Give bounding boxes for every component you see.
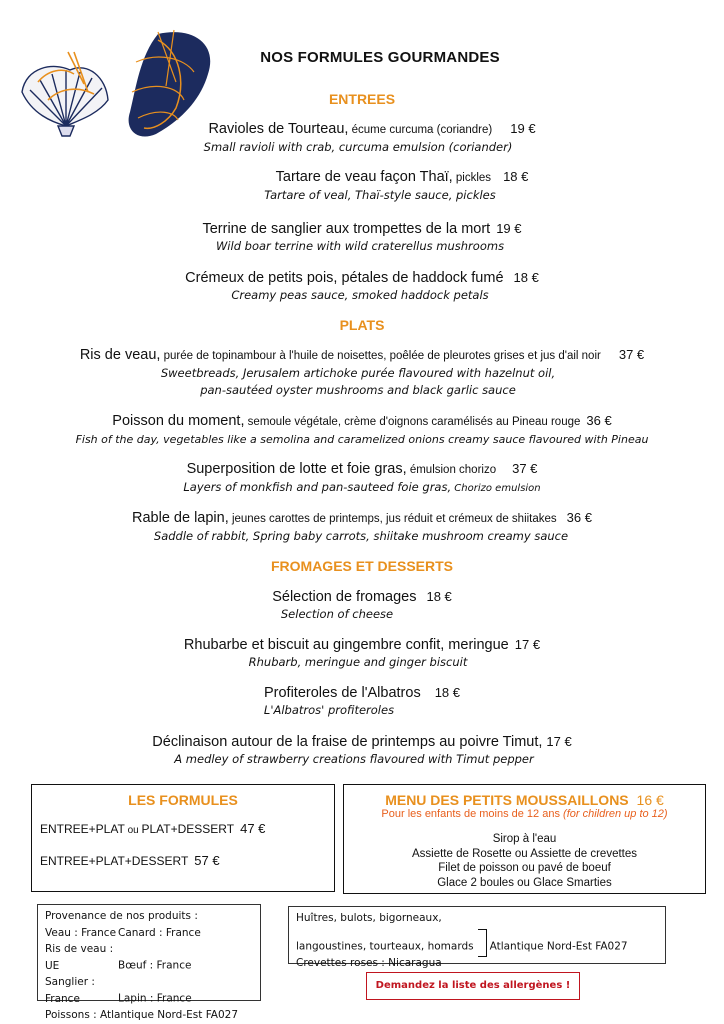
- menu-item: [0, 636, 724, 671]
- kids-menu-line: Glace 2 boules ou Glace Smarties: [437, 876, 612, 889]
- item-name: Poisson du moment,: [112, 413, 245, 429]
- item-name: Ravioles de Tourteau,: [208, 121, 349, 137]
- formule-a: ENTREE+PLAT: [40, 822, 125, 836]
- item-english: L'Albatros' profiteroles: [263, 703, 395, 717]
- item-detail: émulsion chorizo: [406, 464, 497, 476]
- item-price: 18 €: [434, 685, 461, 700]
- seafood-line: [296, 927, 665, 955]
- menu-item: [10, 120, 724, 156]
- formule-price: 47 €: [240, 821, 266, 836]
- item-english: Tartare of veal, Thaï-style sauce, pickles: [264, 188, 496, 202]
- formule-full: ENTREE+PLAT+DESSERT: [40, 854, 189, 868]
- seafood-origin-box: [288, 906, 666, 969]
- formule-option: [40, 853, 220, 868]
- provenance-item: Ris de veau : UE: [45, 943, 114, 972]
- item-name: Rable de lapin,: [132, 510, 229, 526]
- item-price: 17 €: [546, 734, 572, 749]
- provenance-row: [45, 925, 260, 942]
- item-detail: écume curcuma (coriandre): [348, 124, 493, 136]
- menu-item: [0, 412, 724, 448]
- item-price: 17 €: [514, 637, 541, 652]
- provenance-item: Veau : France: [45, 926, 117, 939]
- kids-menu-subtitle: [344, 808, 705, 820]
- item-english: Rhubarb, meringue and ginger biscuit: [248, 655, 468, 669]
- item-english: Layers of monkfish and pan-sauteed foie gras,: [183, 480, 452, 494]
- item-name: Superposition de lotte et foie gras,: [186, 461, 407, 477]
- item-english: Saddle of rabbit, Spring baby carrots, shiitake mushroom creamy sauce: [153, 529, 569, 543]
- item-english: Creamy peas sauce, smoked haddock petals: [231, 288, 489, 302]
- item-name: Profiteroles de l'Albatros: [263, 685, 421, 701]
- provenance-row: [45, 1007, 260, 1024]
- item-price: 18 €: [426, 589, 452, 604]
- provenance-row: [45, 974, 260, 1007]
- item-english: Wild boar terrine with wild craterellus mushrooms: [215, 239, 505, 253]
- seafood-origin: Atlantique Nord-Est FA027: [489, 940, 628, 952]
- section-entrees: ENTREES: [328, 91, 396, 107]
- kids-menu-title: [344, 792, 705, 808]
- provenance-row: [45, 941, 260, 974]
- menu-item: [0, 588, 724, 623]
- kids-menu-name: MENU DES PETITS MOUSSAILLONS: [385, 792, 629, 808]
- formules-title: LES FORMULES: [128, 792, 238, 808]
- item-english: A medley of strawberry creations flavoured with Timut pepper: [174, 752, 534, 766]
- item-english: pan-sautéed oyster mushrooms and black garlic sauce: [200, 383, 516, 397]
- bracket-icon: [478, 929, 487, 957]
- section-desserts: FROMAGES ET DESSERTS: [270, 558, 454, 574]
- item-english: Small ravioli with crab, curcuma emulsion (coriander): [203, 140, 513, 154]
- menu-item: [0, 509, 724, 545]
- item-name: Déclinaison autour de la fraise de printemps au poivre Timut,: [152, 734, 543, 750]
- item-price: 18 €: [513, 270, 539, 285]
- kids-menu-price: 16 €: [636, 792, 664, 808]
- seafood-line: Huîtres, bulots, bigorneaux,: [296, 912, 442, 924]
- kids-menu-line: Filet de poisson ou pavé de boeuf: [438, 862, 611, 874]
- menu-item: [40, 168, 724, 204]
- item-price: 36 €: [586, 413, 612, 428]
- page-title: NOS FORMULES GOURMANDES: [260, 49, 500, 66]
- item-name: Rhubarbe et biscuit au gingembre confit, meringue: [183, 637, 509, 653]
- provenance-item: Sanglier : France: [45, 976, 95, 1005]
- formule-or: ou: [124, 825, 142, 836]
- menu-item: [0, 220, 724, 255]
- item-name: Crémeux de petits pois, pétales de haddock fumé: [185, 270, 504, 286]
- item-english: Sweetbreads, Jerusalem artichoke purée flavoured with hazelnut oil,: [160, 366, 556, 380]
- menu-item: [0, 269, 724, 304]
- menu-item: [0, 733, 724, 768]
- provenance-heading: Provenance de nos produits :: [45, 910, 198, 922]
- item-name: Tartare de veau façon Thaï,: [275, 169, 453, 185]
- item-price: 37 €: [512, 461, 538, 476]
- formule-b: PLAT+DESSERT: [141, 822, 235, 836]
- menu-item: [0, 346, 724, 399]
- item-price: 36 €: [566, 510, 592, 525]
- item-price: 37 €: [618, 347, 645, 362]
- formules-box: [31, 784, 335, 892]
- item-price: 18 €: [503, 169, 529, 184]
- seafood-names: langoustines, tourteaux, homards: [296, 940, 474, 952]
- provenance-item: Poissons : Atlantique Nord-Est FA027: [45, 1009, 238, 1021]
- kids-menu-line: Sirop à l'eau: [492, 833, 557, 845]
- item-detail: purée de topinambour à l'huile de noisettes, poêlée de pleurotes grises et jus d'ail noir: [160, 350, 601, 362]
- item-detail: pickles: [452, 172, 492, 184]
- menu-item: [0, 684, 724, 719]
- item-detail: jeunes carottes de printemps, jus réduit et crémeux de shiitakes: [228, 513, 557, 525]
- kids-subtitle-fr: Pour les enfants de moins de 12 ans: [381, 808, 564, 820]
- item-name: Sélection de fromages: [272, 589, 417, 605]
- item-price: 19 €: [496, 221, 522, 236]
- kids-subtitle-en: (for children up to 12): [563, 808, 668, 820]
- kids-menu-box: [343, 784, 706, 894]
- provenance-item: Canard : France: [118, 926, 201, 939]
- menu-item: [0, 460, 724, 497]
- section-plats: PLATS: [339, 317, 385, 333]
- kids-menu-line: Assiette de Rosette ou Assiette de crevettes: [411, 847, 637, 860]
- provenance-item: Lapin : France: [118, 992, 192, 1005]
- provenance-item: Bœuf : France: [118, 959, 192, 972]
- item-detail: semoule végétale, crème d'oignons caramélisés au Pineau rouge: [244, 416, 581, 428]
- seafood-line: Crevettes roses : Nicaragua: [296, 956, 442, 969]
- allergen-notice: Demandez la liste des allergènes !: [366, 972, 580, 1000]
- provenance-box: [37, 904, 261, 1021]
- item-english-note: Chorizo emulsion: [451, 483, 541, 494]
- item-price: 19 €: [510, 121, 536, 136]
- formule-option: [40, 821, 265, 836]
- item-english: Fish of the day, vegetables like a semolina and caramelized onions creamy sauce flavoured with Pineau: [75, 433, 649, 446]
- item-english: Selection of cheese: [280, 607, 394, 621]
- formule-price: 57 €: [194, 853, 220, 868]
- item-name: Ris de veau,: [79, 347, 161, 363]
- item-name: Terrine de sanglier aux trompettes de la mort: [202, 221, 491, 237]
